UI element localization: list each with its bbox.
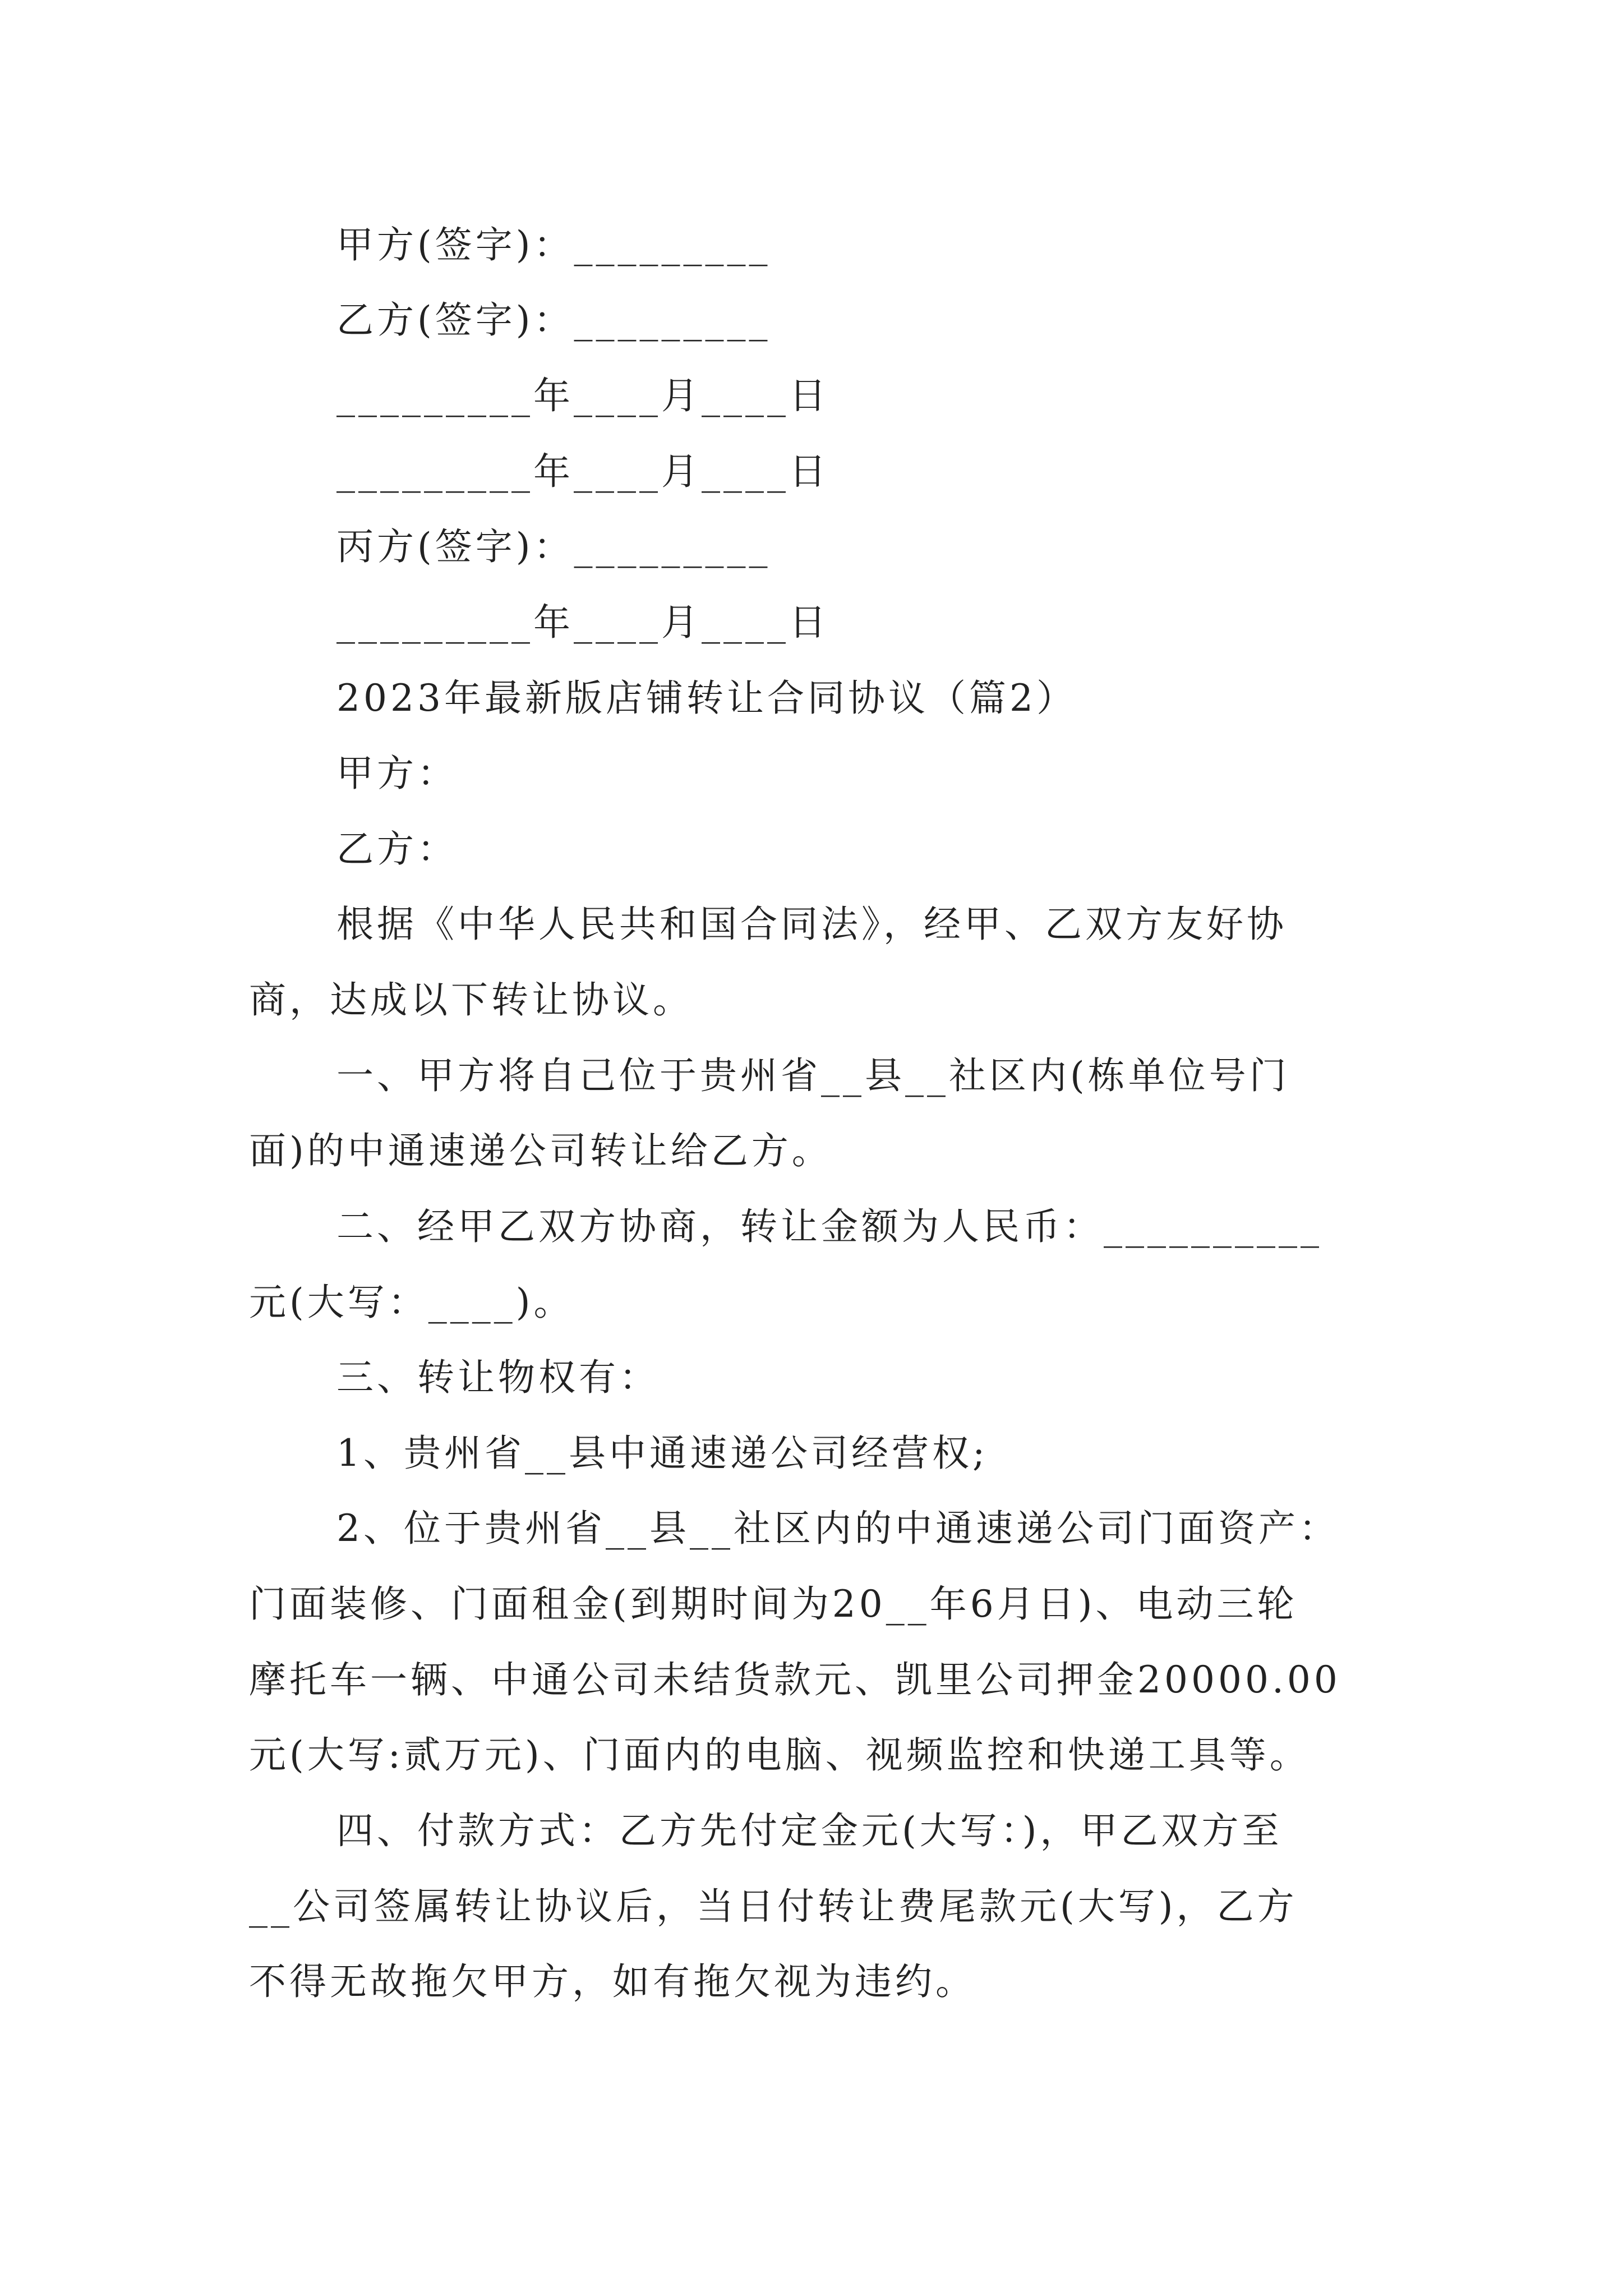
paragraph-line: 商，达成以下转让协议。 (249, 978, 693, 1022)
party-b-signature-line: 乙方(签字)：_________ (336, 298, 771, 342)
paragraph-line: __公司签属转让协议后，当日付转让费尾款元(大写)，乙方 (249, 1885, 1298, 1928)
paragraph-line: 四、付款方式：乙方先付定金元(大写：)，甲乙双方至 (336, 1809, 1283, 1852)
list-item: 1、贵州省__县中通速递公司经营权; (336, 1432, 989, 1475)
paragraph-line: 二、经甲乙双方协商，转让金额为人民币：__________ (336, 1205, 1322, 1248)
list-item: 2、位于贵州省__县__社区内的中通速递公司门面资产： (336, 1507, 1339, 1550)
party-a-label: 甲方： (336, 752, 458, 795)
paragraph-line: 根据《中华人民共和国合同法》，经甲、乙双方友好协 (336, 903, 1287, 946)
party-c-signature-line: 丙方(签字)：_________ (336, 525, 771, 568)
section-title: 2023年最新版店铺转让合同协议（篇2） (336, 677, 1077, 720)
paragraph-line: 面)的中通速递公司转让给乙方。 (249, 1129, 832, 1172)
party-a-signature-line: 甲方(签字)：_________ (336, 223, 771, 266)
date-line: _________年____月____日 (336, 601, 829, 644)
date-line: _________年____月____日 (336, 450, 829, 493)
paragraph-line: 摩托车一辆、中通公司未结货款元、凯里公司押金20000.00 (249, 1658, 1341, 1701)
paragraph-line: 三、转让物权有： (336, 1356, 660, 1399)
paragraph-line: 元(大写：____)。 (249, 1281, 574, 1324)
paragraph-line: 元(大写:贰万元)、门面内的电脑、视频监控和快递工具等。 (249, 1733, 1310, 1777)
paragraph-line: 一、甲方将自己位于贵州省__县__社区内(栋单位号门 (336, 1054, 1290, 1097)
paragraph-line: 不得无故拖欠甲方，如有拖欠视为违约。 (249, 1960, 976, 2003)
paragraph-line: 门面装修、门面租金(到期时间为20__年6月日)、电动三轮 (249, 1582, 1298, 1626)
date-line: _________年____月____日 (336, 374, 829, 417)
party-b-label: 乙方： (336, 827, 458, 871)
